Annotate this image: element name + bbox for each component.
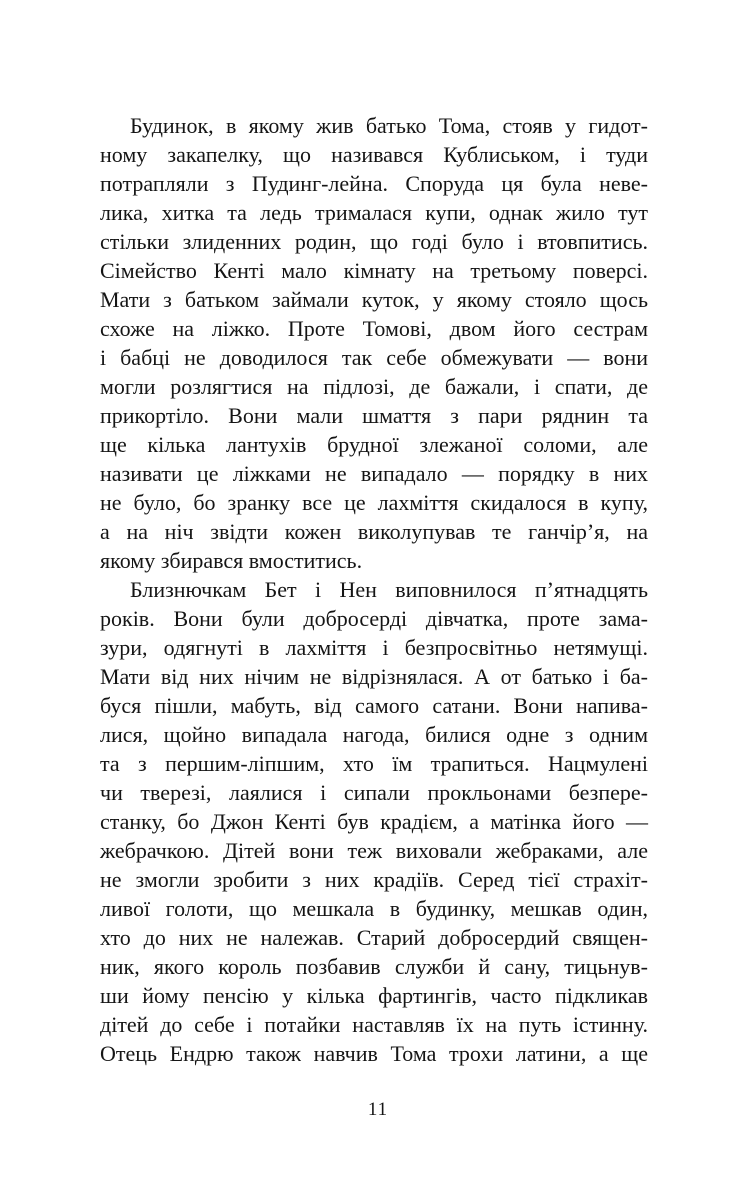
text-line: чи тверезі, лаялися і сипали прокльонами безпере- — [100, 780, 648, 805]
text-line: жебрачкою. Дітей вони теж виховали жебраками, але — [100, 838, 648, 863]
text-line: Отець Ендрю також навчив Тома трохи латини, а ще — [100, 1041, 648, 1066]
text-line: якому збирався вмоститись. — [100, 548, 363, 573]
text-line: Близнючкам Бет і Нен виповнилося п’ятнадцять — [130, 577, 648, 602]
text-line: ши йому пенсію у кілька фартингів, часто підкликав — [100, 983, 648, 1008]
page-number: 11 — [367, 1099, 389, 1120]
text-line: прикортіло. Вони мали шмаття з пари ряднин та — [100, 403, 648, 428]
text-line: станку, бо Джон Кенті був крадієм, а матінка його — — [100, 809, 648, 834]
text-line: ник, якого король позбавив служби й сану, тицьнув- — [100, 954, 648, 979]
text-line: могли розлягтися на підлозі, де бажали, і спати, де — [100, 374, 648, 399]
text-line: Мати від них нічим не відрізнялася. А от батько і ба- — [100, 664, 648, 689]
text-line: зури, одягнуті в лахміття і безпросвітньо нетямущі. — [100, 635, 648, 660]
text-line: і бабці не доводилося так себе обмежувати — вони — [100, 345, 648, 370]
text-line: а на ніч звідти кожен виколупував те ганчір’я, на — [100, 519, 648, 544]
paragraph — [100, 111, 648, 575]
text-line: ному закапелку, що називався Кублиськом, і туди — [100, 142, 648, 167]
text-line: лика, хитка та ледь трималася купи, однак жило тут — [100, 200, 648, 225]
text-line: Сімейство Кенті мало кімнату на третьому поверсі. — [100, 258, 648, 283]
paragraph — [100, 575, 648, 1068]
text-line: Мати з батьком займали куток, у якому стояло щось — [100, 287, 648, 312]
text-line: та з першим-ліпшим, хто їм трапиться. Нацмулені — [100, 751, 648, 776]
text-line: ще кілька лантухів брудної злежаної соломи, але — [100, 432, 648, 457]
text-line: лися, щойно випадала нагода, билися одне з одним — [100, 722, 648, 747]
text-line: буся пішли, мабуть, від самого сатани. Вони напива- — [100, 693, 648, 718]
text-line: не змогли зробити з них крадіїв. Серед тієї страхіт- — [100, 867, 648, 892]
text-line: потрапляли з Пудинг-лейна. Споруда ця була неве- — [100, 171, 648, 196]
text-line: ливої голоти, що мешкала в будинку, мешкав один, — [100, 896, 648, 921]
text-line: не було, бо зранку все це лахміття скидалося в купу, — [100, 490, 648, 515]
text-block — [100, 111, 648, 1068]
text-line: називати це ліжками не випадало — порядку в них — [100, 461, 648, 486]
text-line: Будинок, в якому жив батько Тома, стояв у гидот- — [130, 113, 648, 138]
text-line: хто до них не належав. Старий добросердий священ- — [100, 925, 648, 950]
text-line: схоже на ліжко. Проте Томові, двом його сестрам — [100, 316, 648, 341]
text-line: стільки злиденних родин, що годі було і втовпитись. — [100, 229, 648, 254]
text-line: дітей до себе і потайки наставляв їх на путь істинну. — [100, 1012, 648, 1037]
text-line: років. Вони були добросерді дівчатка, проте зама- — [100, 606, 648, 631]
